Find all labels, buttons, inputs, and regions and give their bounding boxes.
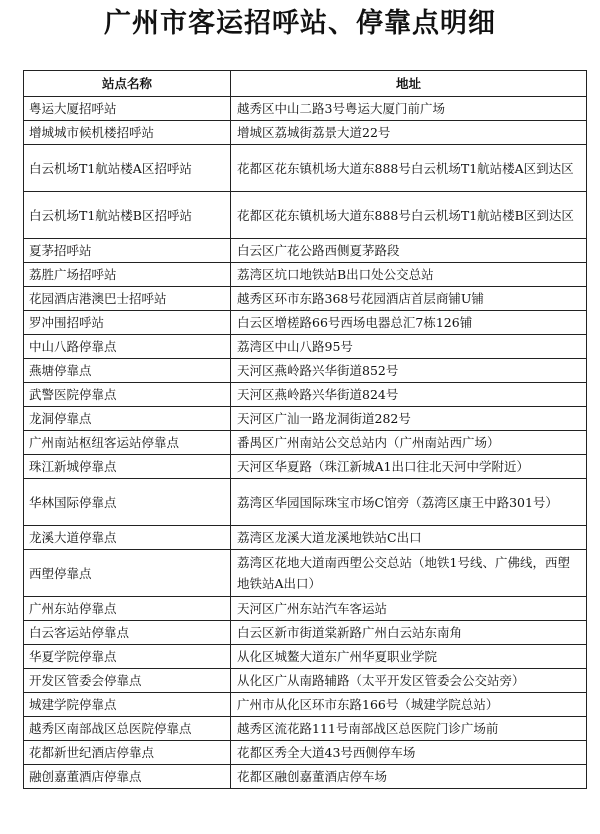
station-address: 白云区广花公路西侧夏茅路段 bbox=[231, 239, 587, 263]
station-name: 粤运大厦招呼站 bbox=[24, 97, 231, 121]
station-address: 花都区花东镇机场大道东888号白云机场T1航站楼A区到达区 bbox=[231, 145, 587, 192]
station-address: 越秀区中山二路3号粤运大厦门前广场 bbox=[231, 97, 587, 121]
station-address: 花都区花东镇机场大道东888号白云机场T1航站楼B区到达区 bbox=[231, 192, 587, 239]
station-address: 荔湾区中山八路95号 bbox=[231, 335, 587, 359]
table-row bbox=[24, 597, 587, 621]
column-header-station-name: 站点名称 bbox=[24, 71, 231, 97]
table-row bbox=[24, 645, 587, 669]
station-address: 天河区华夏路（珠江新城A1出口往北天河中学附近） bbox=[231, 455, 587, 479]
station-name: 武警医院停靠点 bbox=[24, 383, 231, 407]
station-name: 越秀区南部战区总医院停靠点 bbox=[24, 717, 231, 741]
table-row bbox=[24, 192, 587, 239]
station-name: 白云客运站停靠点 bbox=[24, 621, 231, 645]
station-address: 天河区广汕一路龙洞街道282号 bbox=[231, 407, 587, 431]
table-header-row bbox=[24, 71, 587, 97]
station-address: 天河区广州东站汽车客运站 bbox=[231, 597, 587, 621]
station-name: 融创嘉董酒店停靠点 bbox=[24, 765, 231, 789]
page-title: 广州市客运招呼站、停靠点明细 bbox=[104, 8, 496, 39]
table-row bbox=[24, 741, 587, 765]
table-row bbox=[24, 479, 587, 526]
station-address: 从化区广从南路辅路（太平开发区管委会公交站旁） bbox=[231, 669, 587, 693]
station-name: 荔胜广场招呼站 bbox=[24, 263, 231, 287]
station-address: 从化区城鳌大道东广州华夏职业学院 bbox=[231, 645, 587, 669]
station-name: 增城城市候机楼招呼站 bbox=[24, 121, 231, 145]
station-name: 燕塘停靠点 bbox=[24, 359, 231, 383]
station-name: 白云机场T1航站楼A区招呼站 bbox=[24, 145, 231, 192]
table-row bbox=[24, 239, 587, 263]
station-name: 开发区管委会停靠点 bbox=[24, 669, 231, 693]
table-row bbox=[24, 717, 587, 741]
station-address: 白云区新市街道棠新路广州白云站东南角 bbox=[231, 621, 587, 645]
table-row bbox=[24, 263, 587, 287]
station-address: 花都区融创嘉董酒店停车场 bbox=[231, 765, 587, 789]
station-address: 天河区燕岭路兴华街道824号 bbox=[231, 383, 587, 407]
station-name: 白云机场T1航站楼B区招呼站 bbox=[24, 192, 231, 239]
table-row bbox=[24, 287, 587, 311]
table-row bbox=[24, 693, 587, 717]
table-row bbox=[24, 621, 587, 645]
station-name: 珠江新城停靠点 bbox=[24, 455, 231, 479]
station-name: 龙洞停靠点 bbox=[24, 407, 231, 431]
station-name: 花都新世纪酒店停靠点 bbox=[24, 741, 231, 765]
station-address: 荔湾区龙溪大道龙溪地铁站C出口 bbox=[231, 526, 587, 550]
column-header-address: 地址 bbox=[231, 71, 587, 97]
station-name: 中山八路停靠点 bbox=[24, 335, 231, 359]
station-name: 罗冲围招呼站 bbox=[24, 311, 231, 335]
table-row bbox=[24, 407, 587, 431]
station-address: 花都区秀全大道43号西侧停车场 bbox=[231, 741, 587, 765]
table-row bbox=[24, 431, 587, 455]
station-address: 增城区荔城街荔景大道22号 bbox=[231, 121, 587, 145]
station-address: 越秀区流花路111号南部战区总医院门诊广场前 bbox=[231, 717, 587, 741]
station-address: 荔湾区花地大道南西塱公交总站（地铁1号线、广佛线，西塱地铁站A出口） bbox=[231, 550, 587, 597]
table-row bbox=[24, 669, 587, 693]
table-row bbox=[24, 383, 587, 407]
table-row bbox=[24, 145, 587, 192]
table-row bbox=[24, 311, 587, 335]
station-name: 花园酒店港澳巴士招呼站 bbox=[24, 287, 231, 311]
station-name: 华林国际停靠点 bbox=[24, 479, 231, 526]
table-row bbox=[24, 97, 587, 121]
station-address: 荔湾区华园国际珠宝市场C馆旁（荔湾区康王中路301号） bbox=[231, 479, 587, 526]
table-row bbox=[24, 765, 587, 789]
station-name: 广州南站枢纽客运站停靠点 bbox=[24, 431, 231, 455]
station-address: 荔湾区坑口地铁站B出口处公交总站 bbox=[231, 263, 587, 287]
station-address: 广州市从化区环市东路166号（城建学院总站） bbox=[231, 693, 587, 717]
station-address: 天河区燕岭路兴华街道852号 bbox=[231, 359, 587, 383]
station-name: 城建学院停靠点 bbox=[24, 693, 231, 717]
table-row bbox=[24, 526, 587, 550]
table-row bbox=[24, 335, 587, 359]
table-row bbox=[24, 359, 587, 383]
station-name: 夏茅招呼站 bbox=[24, 239, 231, 263]
table-row bbox=[24, 455, 587, 479]
station-name: 西塱停靠点 bbox=[24, 550, 231, 597]
station-address: 白云区增槎路66号西场电器总汇7栋126铺 bbox=[231, 311, 587, 335]
station-name: 龙溪大道停靠点 bbox=[24, 526, 231, 550]
table-row bbox=[24, 550, 587, 597]
stations-table bbox=[23, 70, 587, 789]
station-name: 华夏学院停靠点 bbox=[24, 645, 231, 669]
station-address: 番禺区广州南站公交总站内（广州南站西广场） bbox=[231, 431, 587, 455]
table-row bbox=[24, 121, 587, 145]
station-address: 越秀区环市东路368号花园酒店首层商铺U铺 bbox=[231, 287, 587, 311]
station-name: 广州东站停靠点 bbox=[24, 597, 231, 621]
